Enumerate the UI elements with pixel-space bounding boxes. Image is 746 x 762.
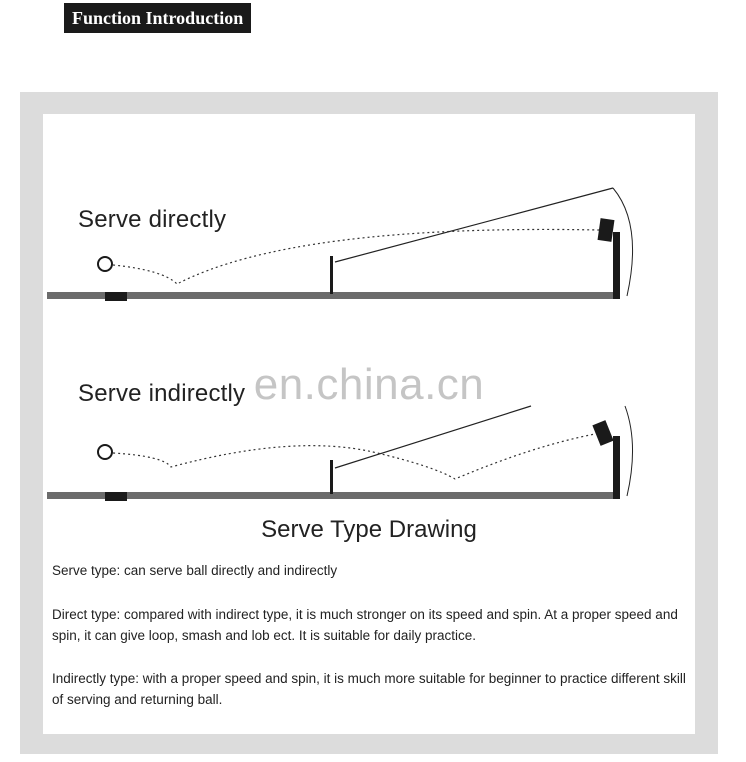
net <box>330 460 333 494</box>
range-arc <box>625 406 633 496</box>
range-line <box>335 188 613 262</box>
robot-post <box>613 436 620 499</box>
table-mark <box>105 492 127 501</box>
content-frame <box>20 92 718 754</box>
serve-directly-diagram <box>43 154 695 344</box>
ball <box>98 257 112 271</box>
serve-directly-label: Serve directly <box>78 206 227 233</box>
description-indirect-type: Indirectly type: with a proper speed and spin, it is much more suitable for beginner to practice different skill of serving and returning ball. <box>52 671 686 707</box>
description-serve-type: Serve type: can serve ball directly and indirectly <box>52 563 338 578</box>
robot-head <box>598 218 615 242</box>
section-title: Function Introduction <box>64 3 251 33</box>
drawing-title: Serve Type Drawing <box>261 516 477 543</box>
watermark: en.china.cn <box>253 360 485 409</box>
ball-trajectory <box>113 434 595 479</box>
content-card <box>43 114 695 734</box>
ball <box>98 445 112 459</box>
description-direct-type: Direct type: compared with indirect type, it is much stronger on its speed and spin. At a proper speed and spin, it can give loop, smash and lob ect. It is suitable for daily practice. <box>52 607 678 643</box>
serve-indirectly-label: Serve indirectly <box>78 380 246 407</box>
robot-head <box>592 420 613 446</box>
range-line <box>335 406 531 468</box>
net <box>330 256 333 294</box>
robot-post <box>613 232 620 299</box>
table-mark <box>105 292 127 301</box>
serve-directly-illustration <box>43 154 695 344</box>
